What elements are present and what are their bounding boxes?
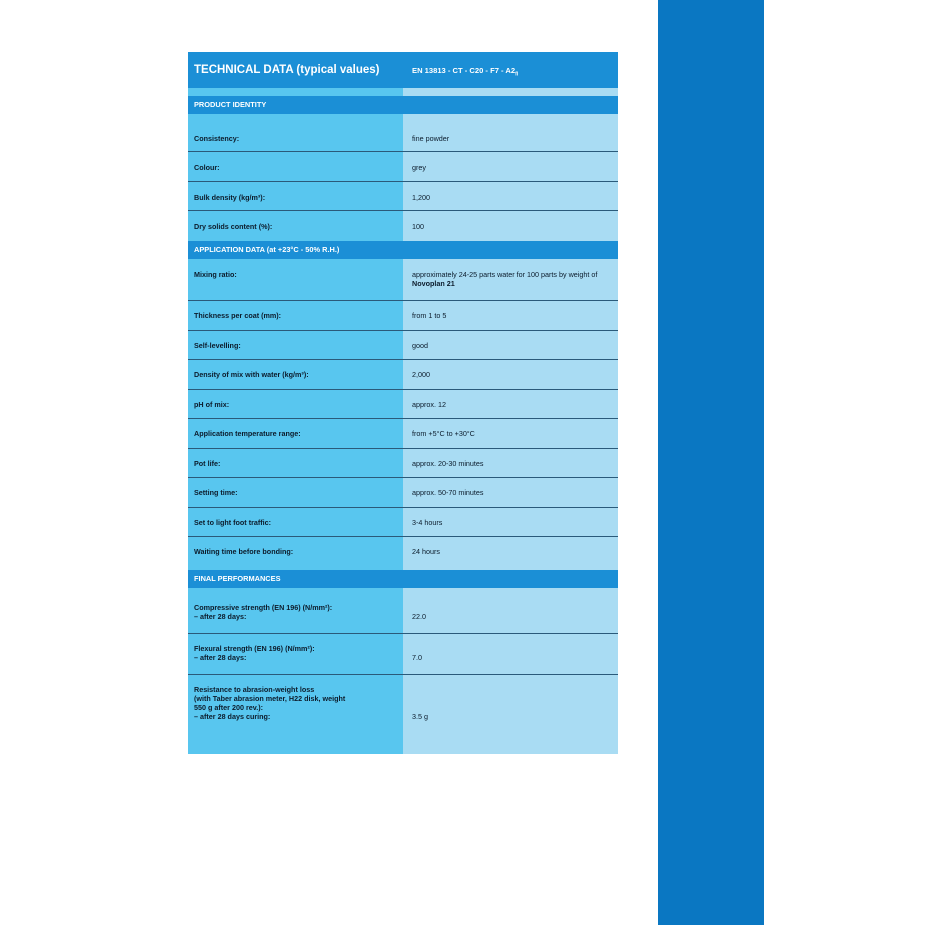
row-key: Compressive strength (EN 196) (N/mm²): – after 28 days: xyxy=(188,588,403,633)
row-value: fine powder xyxy=(403,114,618,151)
technical-data-table xyxy=(188,52,618,754)
row-key: Mixing ratio: xyxy=(188,259,403,300)
table-row xyxy=(188,478,618,508)
table-row xyxy=(188,634,618,675)
header-spacer xyxy=(188,88,618,96)
row-key: Colour: xyxy=(188,152,403,181)
section-application-data xyxy=(188,241,618,259)
row-value: 7.0 xyxy=(403,634,618,674)
row-value: 1,200 xyxy=(403,182,618,210)
table-row xyxy=(188,588,618,634)
row-key: Resistance to abrasion-weight loss (with Taber abrasion meter, H22 disk, weight 550 g after 200 rev.): – after 28 days curing: xyxy=(188,675,403,754)
row-key: Dry solids content (%): xyxy=(188,211,403,241)
table-row xyxy=(188,331,618,360)
row-key: Density of mix with water (kg/m³): xyxy=(188,360,403,389)
row-value: approx. 20-30 minutes xyxy=(403,449,618,477)
row-value: from +5°C to +30°C xyxy=(403,419,618,448)
row-key: Set to light foot traffic: xyxy=(188,508,403,536)
table-row xyxy=(188,211,618,241)
table-row xyxy=(188,449,618,478)
table-row xyxy=(188,360,618,390)
table-row xyxy=(188,537,618,570)
table-header xyxy=(188,52,618,88)
row-value: good xyxy=(403,331,618,359)
section-label: APPLICATION DATA (at +23°C - 50% R.H.) xyxy=(194,245,340,254)
product-identity-rows xyxy=(188,114,618,241)
table-row xyxy=(188,182,618,211)
table-row xyxy=(188,301,618,331)
section-product-identity xyxy=(188,96,618,114)
row-value: 3-4 hours xyxy=(403,508,618,536)
side-color-band xyxy=(658,0,764,925)
row-value: approx. 12 xyxy=(403,390,618,418)
row-value: 100 xyxy=(403,211,618,241)
row-key: Thickness per coat (mm): xyxy=(188,301,403,330)
row-key: Bulk density (kg/m³): xyxy=(188,182,403,210)
mixing-ratio-text: approximately 24-25 parts water for 100 parts by weight of xyxy=(412,270,598,279)
row-value: approx. 50-70 minutes xyxy=(403,478,618,507)
row-value: 22.0 xyxy=(403,588,618,633)
table-row xyxy=(188,419,618,449)
row-key: Setting time: xyxy=(188,478,403,507)
section-label: FINAL PERFORMANCES xyxy=(194,574,281,583)
row-key: pH of mix: xyxy=(188,390,403,418)
row-value: 3.5 g xyxy=(403,675,618,754)
row-key: Application temperature range: xyxy=(188,419,403,448)
table-row xyxy=(188,390,618,419)
application-data-rows xyxy=(188,259,618,570)
row-key: Pot life: xyxy=(188,449,403,477)
row-key: Self-levelling: xyxy=(188,331,403,359)
row-key: Flexural strength (EN 196) (N/mm²): – after 28 days: xyxy=(188,634,403,674)
section-label: PRODUCT IDENTITY xyxy=(194,100,267,109)
final-performances-rows xyxy=(188,588,618,754)
row-key: Consistency: xyxy=(188,114,403,151)
section-final-performances xyxy=(188,570,618,588)
row-value: grey xyxy=(403,152,618,181)
table-row xyxy=(188,114,618,152)
table-row xyxy=(188,508,618,537)
row-value: 2,000 xyxy=(403,360,618,389)
row-value: 24 hours xyxy=(403,537,618,570)
norm-subscript: fl xyxy=(515,71,519,78)
table-title: TECHNICAL DATA (typical values) xyxy=(194,64,380,76)
norm-classification xyxy=(403,52,618,88)
row-value: from 1 to 5 xyxy=(403,301,618,330)
norm-main: EN 13813 - CT - C20 - F7 - A2 xyxy=(412,66,516,75)
row-value xyxy=(403,259,618,300)
table-row xyxy=(188,675,618,754)
product-name: Novoplan 21 xyxy=(412,279,455,288)
row-key: Waiting time before bonding: xyxy=(188,537,403,570)
table-row xyxy=(188,152,618,182)
table-row xyxy=(188,259,618,301)
